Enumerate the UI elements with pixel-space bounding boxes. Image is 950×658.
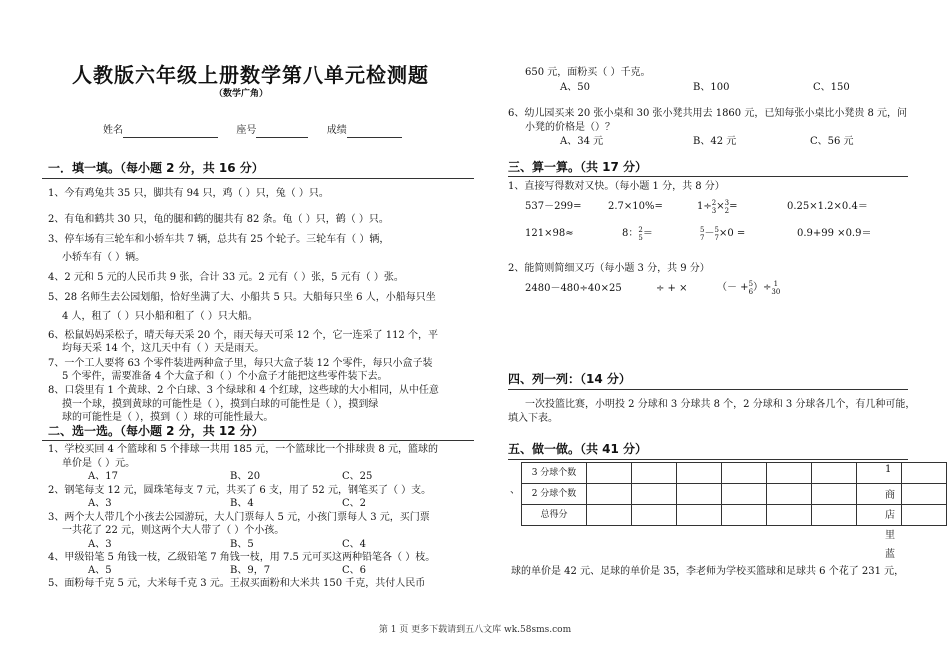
- section3-heading: 三、算一算。（共 17 分）: [508, 160, 648, 174]
- option-b: B、20: [230, 471, 261, 482]
- calc-text: －: [704, 228, 715, 239]
- option-c: C、6: [342, 565, 367, 576]
- option-c: C、25: [342, 471, 373, 482]
- table-cell[interactable]: [587, 463, 632, 484]
- s1-line: 5 个零件，需要准备 4 个大盒子和（ ）个小盒子才能把这些零件装下去。: [62, 371, 388, 382]
- name-input-line[interactable]: [123, 125, 218, 138]
- table-row: [522, 463, 947, 484]
- calc-item-frac-expr: [700, 223, 745, 245]
- section4-heading: 四、列一列：（14 分）: [508, 372, 631, 386]
- side-char: 里: [885, 530, 895, 541]
- option-a: A、34 元: [560, 136, 604, 147]
- s4-text: 一次投篮比赛，小明投 2 分球和 3 分球共 8 个，2 分球和 3 分球各几个，有几种可能，: [525, 399, 916, 410]
- s2-continued-line: 650 元，面粉买（ ）千克。: [525, 67, 651, 78]
- table-cell[interactable]: [632, 463, 677, 484]
- calc-item: 537－299=: [525, 201, 582, 212]
- score-label: 成绩: [326, 125, 347, 136]
- table-cell[interactable]: [722, 463, 767, 484]
- calc-item: 121×98≈: [525, 228, 574, 239]
- table-cell[interactable]: [902, 505, 947, 526]
- row-header: 2 分球个数: [522, 484, 587, 505]
- calc-text: ×0 =: [718, 228, 746, 239]
- table-cell[interactable]: [767, 463, 812, 484]
- row-header: 总得分: [522, 505, 587, 526]
- table-row: [522, 484, 947, 505]
- table-cell[interactable]: [632, 484, 677, 505]
- option-c: C、2: [342, 498, 367, 509]
- s2-line: 一共花了 22 元，则这两个大人带了（ ）个小孩。: [62, 525, 285, 536]
- s2-line: 5、面粉每千克 5 元，大米每千克 3 元。王叔买面粉和大米共 150 千克，共付人民币: [48, 578, 426, 589]
- option-b: B、9，7: [230, 565, 271, 576]
- fraction: 2 5: [638, 225, 643, 242]
- s1-line: 球的可能性是（ ），摸到（ ）球的可能性最大。: [62, 412, 274, 423]
- table-cell[interactable]: [767, 505, 812, 526]
- seat-input-line[interactable]: [256, 125, 308, 138]
- s1-line: 摸一个球，摸到黄球的可能性是（ ），摸到白球的可能性是（ ），摸到绿: [62, 399, 379, 410]
- page-title: 人教版六年级上册数学第八单元检测题: [72, 63, 429, 87]
- table-cell[interactable]: [587, 505, 632, 526]
- calc-item: 0.25×1.2×0.4＝: [787, 201, 868, 212]
- s2-line: 4、甲级铅笔 5 角钱一枝，乙级铅笔 7 角钱一枝，用 7.5 元可买这两种铅笔各（ ）枝。: [48, 552, 436, 563]
- s1-line: 2、有龟和鹤共 30 只，龟的腿和鹤的腿共有 82 条。龟（ ）只，鹤（ ）只。: [48, 214, 389, 225]
- side-char: 商: [885, 490, 895, 501]
- fraction: 5 6: [748, 279, 754, 296]
- s1-line: 7、一个工人要将 63 个零件装进两种盒子里，每只大盒子装 12 个零件，每只小盒子装: [48, 358, 433, 369]
- calc-text: ）÷: [753, 282, 772, 293]
- table-cell[interactable]: [677, 505, 722, 526]
- fraction: 1 30: [771, 279, 781, 296]
- option-a: A、50: [560, 82, 590, 93]
- fraction: 2 3: [711, 198, 717, 215]
- table-row: [522, 505, 947, 526]
- s1-line: 5、28 名师生去公园划船，恰好坐满了大、小船共 5 只。大船每只坐 6 人，小船每只坐: [48, 292, 436, 303]
- option-a: A、17: [88, 471, 118, 482]
- table-cell[interactable]: [722, 484, 767, 505]
- table-cell[interactable]: [587, 484, 632, 505]
- calc-text: ×: [716, 201, 725, 212]
- calc-text: （－ +: [717, 282, 749, 293]
- table-cell[interactable]: [812, 484, 857, 505]
- table-cell[interactable]: [812, 463, 857, 484]
- s1-line: 8、口袋里有 1 个黄球、2 个白球、3 个绿球和 4 个红球，这些球的大小相同，从中任意: [48, 385, 439, 396]
- section1-heading: 一．填一填。（每小题 2 分，共 16 分）: [48, 161, 264, 175]
- section2-heading: 二、选一选。（每小题 2 分，共 12 分）: [48, 424, 264, 438]
- s3-sub2: 2、能简则简细又巧（每小题 3 分，共 9 分）: [508, 263, 710, 274]
- fraction: 3 2: [724, 198, 730, 215]
- table-cell[interactable]: [902, 484, 947, 505]
- option-b: B、100: [693, 82, 730, 93]
- option-c: C、4: [342, 539, 367, 550]
- option-b: B、5: [230, 539, 254, 550]
- table-cell[interactable]: [632, 505, 677, 526]
- s1-line: 4 人，租了（ ）只小船和租了（ ）只大船。: [62, 311, 258, 322]
- s2-line: 1、学校买回 4 个篮球和 5 个排球一共用 185 元，一个篮球比一个排球贵 8 元，篮球的: [48, 444, 438, 455]
- s2-line: 小凳的价格是（）？: [525, 122, 615, 133]
- score-input-line[interactable]: [347, 125, 402, 138]
- s1-line: 6、松鼠妈妈采松子，晴天每天采 20 个，雨天每天可采 12 个，它一连采了 112 个，平: [48, 330, 438, 341]
- page-footer: 第 1 页 更多下载请到五八文库 wk.58sms.com: [378, 625, 572, 635]
- calc-item-frac-expr: [717, 276, 780, 300]
- calc-item: 2480－480÷40×25: [525, 283, 622, 294]
- section4-rule: [508, 389, 908, 390]
- s2-line: 6、幼儿园买来 20 张小桌和 30 张小凳共用去 1860 元，已知每张小桌比小凳贵 8 元，问: [508, 108, 908, 119]
- calc-item-frac-expr: [622, 223, 653, 245]
- section2-rule: [42, 440, 474, 441]
- calc-text: 1÷: [697, 201, 712, 212]
- s5-bottom-text: 球的单价是 42 元、足球的单价是 35，李老师为学校买篮球和足球共 6 个花了 231 元，: [511, 566, 905, 577]
- option-b: B、42 元: [693, 136, 737, 147]
- calc-item: ÷ + ×: [656, 283, 688, 294]
- section3-rule: [508, 176, 908, 177]
- s2-line: 3、两个大人带几个小孩去公园游玩，大人门票每人 5 元，小孩门票每人 3 元，买门票: [48, 512, 430, 523]
- s2-line: 单价是（ ）元。: [62, 458, 136, 469]
- calc-item: 2.7×10%=: [608, 201, 663, 212]
- s1-line: 小轿车有（ ）辆。: [62, 252, 146, 263]
- name-field-row: [103, 124, 402, 138]
- comma-mark: 、: [510, 485, 520, 496]
- option-b: B、4: [230, 498, 254, 509]
- fraction: 5 7: [714, 225, 719, 242]
- table-cell[interactable]: [902, 463, 947, 484]
- fraction: 5 7: [700, 225, 705, 242]
- page-subtitle: （数学广角）: [214, 89, 269, 99]
- section5-rule: [508, 459, 908, 460]
- s1-line: 4、2 元和 5 元的人民币共 9 张，合计 33 元。2 元有（ ）张，5 元有（ ）张。: [48, 272, 404, 283]
- side-char: 店: [885, 510, 895, 521]
- option-c: C、56 元: [810, 136, 854, 147]
- name-label: 姓名: [103, 125, 123, 136]
- section1-rule: [42, 178, 474, 179]
- table-cell[interactable]: [857, 463, 902, 484]
- s1-line: 1、今有鸡兔共 35 只，脚共有 94 只，鸡（ ）只，兔（ ）只。: [48, 188, 329, 199]
- row-header: 3 分球个数: [522, 463, 587, 484]
- option-a: A、5: [88, 565, 112, 576]
- seat-label: 座号: [236, 125, 257, 136]
- s1-line: 均每天采 14 个，这几天中有（ ）天是雨天。: [62, 343, 265, 354]
- table-cell[interactable]: [812, 505, 857, 526]
- calc-text: =: [729, 201, 738, 212]
- side-char: 蓝: [885, 549, 895, 560]
- option-c: C、150: [813, 82, 850, 93]
- s4-text: 填入下表。: [508, 413, 558, 424]
- table-cell[interactable]: [677, 484, 722, 505]
- calc-item: 0.9+99 ×0.9＝: [797, 228, 872, 239]
- s1-line: 3、停车场有三轮车和小轿车共 7 辆，总共有 25 个轮子。三轮车有（ ）辆，: [48, 234, 390, 245]
- calc-text: 8：: [622, 228, 639, 239]
- s2-line: 2、钢笔每支 12 元，圆珠笔每支 7 元，共买了 6 支，用了 52 元，钢笔买了（ ）支。: [48, 485, 432, 496]
- option-a: A、3: [88, 539, 112, 550]
- table-cell[interactable]: [677, 463, 722, 484]
- option-a: A、3: [88, 498, 112, 509]
- calc-text: ＝: [642, 228, 653, 239]
- answer-table: [521, 462, 947, 526]
- section5-heading: 五、做一做。（共 41 分）: [508, 442, 648, 456]
- table-cell[interactable]: [767, 484, 812, 505]
- side-char: 1: [885, 464, 892, 475]
- s3-sub1: 1、直接写得数对又快。（每小题 1 分，共 8 分）: [508, 181, 725, 192]
- table-cell[interactable]: [722, 505, 767, 526]
- calc-item-frac-expr: [697, 196, 737, 218]
